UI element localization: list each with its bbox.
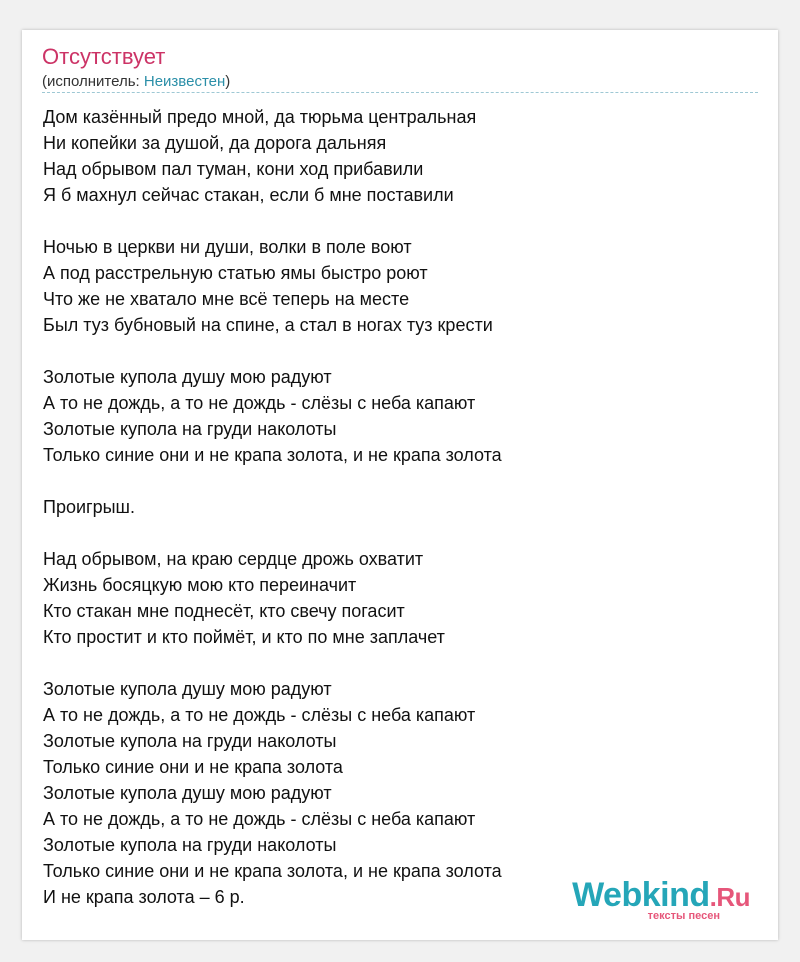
lyric-blank-line bbox=[43, 468, 763, 494]
lyric-line: Проигрыш. bbox=[43, 497, 135, 517]
lyric-line: Ночью в церкви ни души, волки в поле воют bbox=[43, 237, 412, 257]
lyric-line: Кто стакан мне поднесёт, кто свечу погасит bbox=[43, 601, 405, 621]
lyric-line: Золотые купола душу мою радуют bbox=[43, 679, 332, 699]
lyric-line: Золотые купола душу мою радуют bbox=[43, 783, 332, 803]
logo-wordmark bbox=[572, 878, 750, 914]
lyrics-card bbox=[22, 30, 778, 940]
lyric-line: Кто простит и кто поймёт, и кто по мне заплачет bbox=[43, 627, 445, 647]
lyric-line: Над обрывом, на краю сердце дрожь охватит bbox=[43, 549, 424, 569]
lyric-line: Дом казённый предо мной, да тюрьма центральная bbox=[43, 107, 477, 127]
lyric-blank-line bbox=[43, 650, 763, 676]
lyric-line: Золотые купола на груди наколоты bbox=[43, 731, 337, 751]
lyric-line: Золотые купола на груди наколоты bbox=[43, 835, 337, 855]
lyric-line: А то не дождь, а то не дождь - слёзы с неба капают bbox=[43, 705, 476, 725]
lyric-blank-line bbox=[43, 338, 763, 364]
lyric-line: Ни копейки за душой, да дорога дальняя bbox=[43, 133, 387, 153]
webkind-logo[interactable] bbox=[572, 878, 750, 922]
lyric-line: Жизнь босяцкую мою кто переиначит bbox=[43, 575, 357, 595]
lyric-line: Золотые купола на груди наколоты bbox=[43, 419, 337, 439]
divider bbox=[42, 92, 758, 93]
lyric-blank-line bbox=[43, 520, 763, 546]
lyric-line: И не крапа золота – 6 р. bbox=[43, 887, 245, 907]
lyric-line: А то не дождь, а то не дождь - слёзы с неба капают bbox=[43, 809, 476, 829]
lyric-line: Что же не хватало мне всё теперь на месте bbox=[43, 289, 410, 309]
lyrics-text bbox=[43, 104, 763, 910]
lyric-line: Был туз бубновый на спине, а стал в ногах туз крести bbox=[43, 315, 493, 335]
lyric-line: Над обрывом пал туман, кони ход прибавили bbox=[43, 159, 424, 179]
song-title: Отсутствует bbox=[42, 44, 166, 69]
artist-link[interactable]: Неизвестен bbox=[143, 73, 226, 90]
artist-suffix: ) bbox=[225, 73, 231, 90]
lyric-line: А под расстрельную статью ямы быстро роют bbox=[43, 263, 428, 283]
lyric-line: Золотые купола душу мою радуют bbox=[43, 367, 332, 387]
logo-tagline: тексты песен bbox=[647, 910, 720, 922]
lyric-line: Только синие они и не крапа золота bbox=[43, 757, 343, 777]
lyric-line: Только синие они и не крапа золота, и не крапа золота bbox=[43, 861, 502, 881]
artist-line bbox=[42, 72, 230, 92]
logo-suffix-text: .Ru bbox=[709, 882, 750, 912]
lyric-line: Я б махнул сейчас стакан, если б мне поставили bbox=[43, 185, 454, 205]
lyric-line: А то не дождь, а то не дождь - слёзы с неба капают bbox=[43, 393, 476, 413]
lyric-line: Только синие они и не крапа золота, и не крапа золота bbox=[43, 445, 502, 465]
logo-main-text: Webkind bbox=[572, 876, 710, 914]
artist-prefix: (исполнитель: bbox=[42, 73, 144, 90]
lyric-blank-line bbox=[43, 208, 763, 234]
